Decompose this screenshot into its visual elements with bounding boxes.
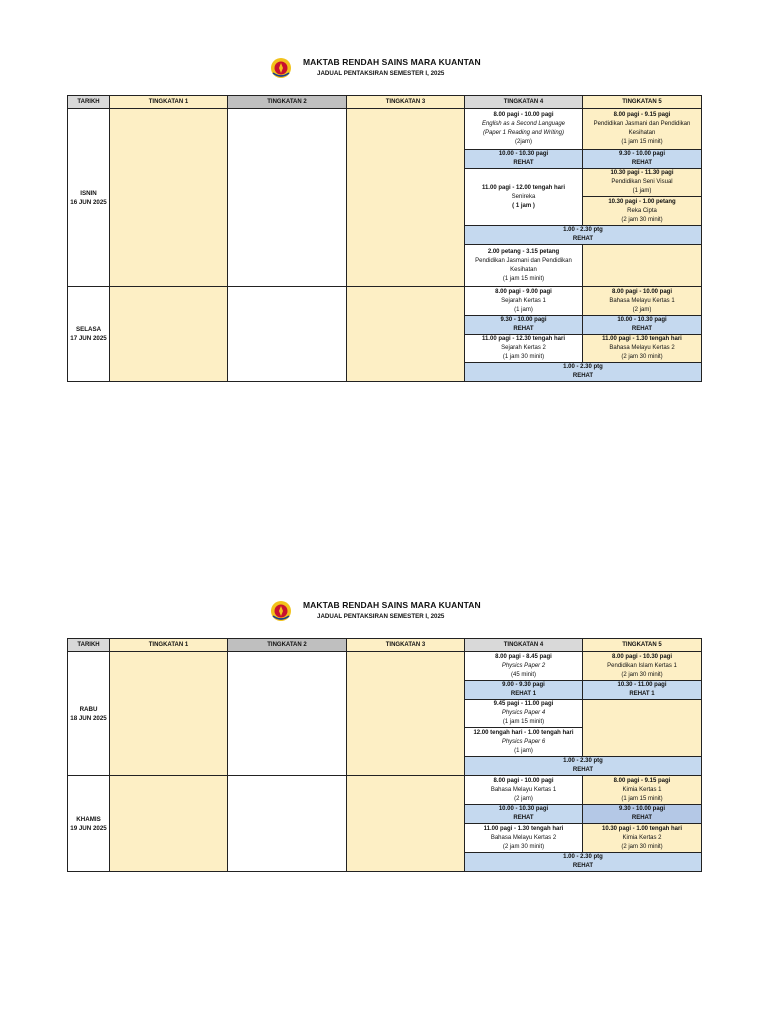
slot-subject: Bahasa Melayu Kertas 1 xyxy=(609,297,675,304)
break-label: REHAT xyxy=(572,863,594,869)
break-slot xyxy=(583,150,702,169)
day-label: SELASA xyxy=(75,326,102,333)
break-label: REHAT xyxy=(572,373,594,379)
exam-slot xyxy=(465,245,583,287)
exam-slot xyxy=(583,776,702,805)
slot-duration: (1 jam 15 minit) xyxy=(502,719,545,725)
break-slot xyxy=(465,681,583,700)
page-header xyxy=(67,600,701,634)
column-header-tingkatan-3: TINGKATAN 3 xyxy=(347,96,465,109)
slot-subject: English as a Second Language xyxy=(481,121,566,127)
empty-cell-t1 xyxy=(110,652,228,776)
exam-slot xyxy=(583,652,702,681)
break-label: REHAT xyxy=(513,160,534,166)
day-label: RABU xyxy=(79,705,98,713)
break-slot xyxy=(465,150,583,169)
exam-slot xyxy=(465,109,583,150)
date-label: 17 JUN 2025 xyxy=(70,335,107,342)
slot-subject: Kimia Kertas 1 xyxy=(622,786,662,793)
slot-subject: Bahasa Melayu Kertas 1 xyxy=(490,786,557,793)
empty-cell-t1 xyxy=(110,776,228,872)
empty-cell-t1 xyxy=(110,109,228,287)
page-title: MAKTAB RENDAH SAINS MARA KUANTAN xyxy=(303,600,481,610)
break-label: REHAT xyxy=(572,767,594,773)
date-cell-rabu xyxy=(68,652,110,776)
slot-time: 8.00 pagi - 10.00 pagi xyxy=(493,777,554,784)
slot-time: 8.00 pagi - 10.00 pagi xyxy=(611,288,673,295)
break-label: REHAT xyxy=(631,815,653,821)
table-row xyxy=(68,109,702,150)
break-time: 1.00 - 2.30 ptg xyxy=(563,227,603,233)
date-label: 16 JUN 2025 xyxy=(70,198,107,206)
slot-duration: (2 jam) xyxy=(514,795,533,802)
slot-subject: Sejarah Kertas 2 xyxy=(501,345,546,351)
slot-duration: (1 jam) xyxy=(514,306,533,313)
slot-time: 2.00 petang - 3.15 petang xyxy=(487,248,560,255)
break-slot-wide xyxy=(465,226,702,245)
school-crest-icon xyxy=(270,57,292,79)
date-label: 19 JUN 2025 xyxy=(70,824,107,832)
date-cell-selasa xyxy=(68,287,110,382)
slot-subject: Bahasa Melayu Kertas 2 xyxy=(609,345,675,351)
break-label: REHAT xyxy=(513,815,534,821)
slot-duration: (1 jam 30 minit) xyxy=(502,354,545,360)
slot-duration: (2 jam 30 minit) xyxy=(621,843,663,850)
slot-subject: Kesihatan xyxy=(510,266,537,273)
empty-cell-t2 xyxy=(228,287,347,382)
column-header-tingkatan-3: TINGKATAN 3 xyxy=(347,639,465,652)
slot-duration: (1 jam) xyxy=(514,747,533,754)
break-label: REHAT xyxy=(631,326,653,332)
table-row xyxy=(68,776,702,805)
exam-slot xyxy=(465,335,583,363)
break-label: REHAT xyxy=(631,160,653,166)
break-label: REHAT xyxy=(513,326,534,332)
break-time: 1.00 - 2.30 ptg xyxy=(563,854,603,860)
date-label: 18 JUN 2025 xyxy=(70,714,107,722)
slot-time: 8.00 pagi - 10.00 pagi xyxy=(493,112,554,118)
page-header xyxy=(67,57,701,91)
exam-slot xyxy=(583,169,702,197)
slot-duration: (1 jam 15 minit) xyxy=(621,139,663,145)
slot-subject: Sejarah Kertas 1 xyxy=(501,297,546,304)
break-time: 9.30 - 10.00 pagi xyxy=(618,151,666,157)
slot-duration: (2jam) xyxy=(514,139,532,145)
exam-slot xyxy=(583,824,702,853)
slot-time: 10.30 pagi - 1.00 tengah hari xyxy=(601,825,683,832)
empty-cell-t5 xyxy=(583,245,702,287)
exam-slot xyxy=(465,824,583,853)
exam-slot xyxy=(465,652,583,681)
break-time: 10.00 - 10.30 pagi xyxy=(498,806,549,812)
slot-time: 11.00 pagi - 12.30 tengah hari xyxy=(481,336,566,342)
table-row xyxy=(68,287,702,316)
slot-time: 8.00 pagi - 8.45 pagi xyxy=(495,653,552,660)
exam-slot xyxy=(465,169,583,226)
slot-time: 10.30 pagi - 1.00 petang xyxy=(608,198,676,205)
page-subtitle: JADUAL PENTAKSIRAN SEMESTER I, 2025 xyxy=(317,70,445,77)
slot-duration: (1 jam) xyxy=(632,188,652,194)
break-time: 9.30 - 10.00 pagi xyxy=(618,806,666,812)
slot-duration: (2 jam) xyxy=(632,306,652,313)
column-header-tingkatan-5: TINGKATAN 5 xyxy=(583,96,702,109)
table-header-row xyxy=(68,96,702,109)
slot-duration: (1 jam 15 minit) xyxy=(502,275,545,282)
slot-time: 8.00 pagi - 9.15 pagi xyxy=(613,777,671,784)
break-slot xyxy=(583,316,702,335)
exam-slot xyxy=(583,335,702,363)
column-header-tarikh: TARIKH xyxy=(68,96,110,109)
break-slot-wide xyxy=(465,757,702,776)
slot-subject: Kesihatan xyxy=(628,130,656,136)
schedule-table xyxy=(67,95,702,382)
column-header-tingkatan-2: TINGKATAN 2 xyxy=(228,639,347,652)
table-header-row xyxy=(68,639,702,652)
empty-cell-t3 xyxy=(347,287,465,382)
slot-subject: Physics Paper 2 xyxy=(501,662,546,669)
column-header-tingkatan-2: TINGKATAN 2 xyxy=(228,96,347,109)
break-time: 10.00 - 10.30 pagi xyxy=(617,317,667,323)
break-time: 10.00 - 10.30 pagi xyxy=(498,151,549,157)
exam-slot xyxy=(465,287,583,316)
empty-cell-t2 xyxy=(228,776,347,872)
slot-subject: Pendidikan Jasmani dan Pendidikan xyxy=(475,257,572,264)
break-slot-wide xyxy=(465,853,702,872)
column-header-tarikh: TARIKH xyxy=(68,639,110,652)
slot-duration: (1 jam 15 minit) xyxy=(621,795,663,802)
exam-slot xyxy=(465,776,583,805)
slot-duration: ( 1 jam ) xyxy=(512,202,535,209)
slot-time: 12.00 tengah hari - 1.00 tengah hari xyxy=(473,729,574,736)
empty-cell-t2 xyxy=(228,652,347,776)
school-crest-icon xyxy=(270,600,292,622)
break-label: REHAT xyxy=(572,236,594,242)
slot-time: 10.30 pagi - 11.30 pagi xyxy=(610,170,674,176)
column-header-tingkatan-4: TINGKATAN 4 xyxy=(465,96,583,109)
schedule-table xyxy=(67,638,702,872)
exam-slot xyxy=(583,287,702,316)
break-slot-wide xyxy=(465,363,702,382)
slot-time: 11.00 pagi - 1.30 tengah hari xyxy=(483,825,564,832)
break-label: REHAT 1 xyxy=(629,691,655,697)
slot-time: 8.00 pagi - 10.30 pagi xyxy=(611,653,673,660)
slot-subject: Senireka xyxy=(511,193,536,200)
break-slot xyxy=(465,805,583,824)
break-slot xyxy=(583,805,702,824)
date-cell-khamis xyxy=(68,776,110,872)
date-cell-isnin xyxy=(68,109,110,287)
table-row xyxy=(68,652,702,681)
empty-cell-t3 xyxy=(347,109,465,287)
column-header-tingkatan-1: TINGKATAN 1 xyxy=(110,96,228,109)
slot-subject: Pendidikan Jasmani dan Pendidikan xyxy=(593,121,691,127)
slot-subject: Pendidikan Islam Kertas 1 xyxy=(607,662,677,669)
break-time: 9.00 - 9.30 pagi xyxy=(502,682,545,688)
slot-subject: Physics Paper 4 xyxy=(501,710,546,716)
break-label: REHAT 1 xyxy=(510,691,537,697)
exam-slot xyxy=(465,700,583,728)
break-slot xyxy=(583,681,702,700)
column-header-tingkatan-4: TINGKATAN 4 xyxy=(465,639,583,652)
exam-slot xyxy=(465,728,583,757)
page-title: MAKTAB RENDAH SAINS MARA KUANTAN xyxy=(303,57,481,67)
break-time: 9.30 - 10.00 pagi xyxy=(500,317,547,323)
exam-slot xyxy=(583,197,702,226)
break-time: 10.30 - 11.00 pagi xyxy=(617,682,667,688)
slot-time: 8.00 pagi - 9.15 pagi xyxy=(613,112,671,118)
break-slot xyxy=(465,316,583,335)
column-header-tingkatan-5: TINGKATAN 5 xyxy=(583,639,702,652)
break-time: 1.00 - 2.30 ptg xyxy=(563,364,603,370)
slot-duration: (45 minit) xyxy=(510,671,536,678)
empty-cell-t5 xyxy=(583,700,702,757)
slot-duration: (2 jam 30 minit) xyxy=(621,671,663,678)
slot-time: 9.45 pagi - 11.00 pagi xyxy=(493,701,554,707)
slot-time: 11.00 pagi - 1.30 tengah hari xyxy=(602,336,682,342)
slot-subject: Physics Paper 6 xyxy=(501,738,546,745)
slot-duration: (2 jam 30 minit) xyxy=(621,354,663,360)
empty-cell-t3 xyxy=(347,652,465,776)
exam-slot xyxy=(583,109,702,150)
empty-cell-t3 xyxy=(347,776,465,872)
break-time: 1.00 - 2.30 ptg xyxy=(563,758,603,764)
day-label: KHAMIS xyxy=(76,815,101,823)
slot-subject: (Paper 1 Reading and Writing) xyxy=(482,130,565,136)
empty-cell-t2 xyxy=(228,109,347,287)
page-subtitle: JADUAL PENTAKSIRAN SEMESTER I, 2025 xyxy=(317,613,445,620)
slot-time: 11.00 pagi - 12.00 tengah hari xyxy=(481,184,566,191)
slot-subject: Bahasa Melayu Kertas 2 xyxy=(490,834,557,841)
slot-subject: Reka Cipta xyxy=(627,207,657,214)
slot-duration: (2 jam 30 minit) xyxy=(621,216,663,223)
slot-subject: Kimia Kertas 2 xyxy=(622,834,662,841)
day-label: ISNIN xyxy=(80,189,97,197)
empty-cell-t1 xyxy=(110,287,228,382)
slot-time: 8.00 pagi - 9.00 pagi xyxy=(495,288,552,295)
column-header-tingkatan-1: TINGKATAN 1 xyxy=(110,639,228,652)
slot-duration: (2 jam 30 minit) xyxy=(502,843,545,850)
slot-subject: Pendidikan Seni Visual xyxy=(611,179,673,185)
